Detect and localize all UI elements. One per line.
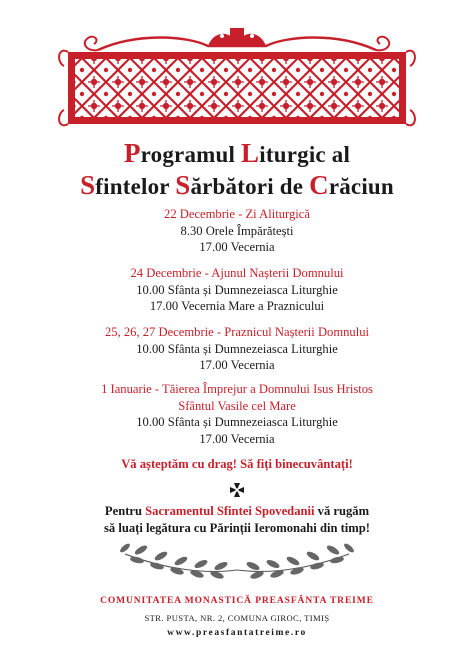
- title-text: rogramul: [140, 142, 242, 167]
- schedule-day: [0, 381, 474, 447]
- ornamental-banner-icon: [58, 22, 416, 132]
- organization-name: COMUNITATEA MONASTICĂ PREASFÂNTA TREIME: [100, 596, 374, 606]
- confession-line-1: [0, 503, 474, 520]
- title-text: răciun: [328, 174, 394, 199]
- title-initial: L: [241, 138, 260, 168]
- laurel-wreath-icon: [117, 540, 357, 580]
- day-subheading: Sfântul Vasile cel Mare: [178, 398, 296, 413]
- title-initial: P: [123, 138, 141, 168]
- service-item: 10.00 Sfânta și Dumnezeiasca Liturghie: [136, 341, 338, 356]
- service-item: 17.00 Vecernia: [199, 240, 275, 254]
- day-heading: 24 Decembrie - Ajunul Nașterii Domnului: [130, 266, 344, 280]
- service-item: 17.00 Vecernia Mare a Praznicului: [149, 299, 325, 313]
- poster-title: [0, 138, 474, 202]
- day-heading: 22 Decembrie - Zi Aliturgică: [164, 207, 310, 221]
- title-initial: S: [175, 170, 191, 200]
- schedule-day: [0, 206, 474, 256]
- organization-address: STR. PUSTA, NR. 2, COMUNA GIROC, TIMIȘ: [144, 613, 330, 623]
- greeting-text: Vă așteptăm cu drag! Să fiți binecuvântați!: [121, 457, 353, 471]
- title-text: iturgic al: [259, 142, 351, 167]
- day-heading: 25, 26, 27 Decembrie - Praznicul Nașterii Domnului: [104, 325, 370, 339]
- confession-highlight: Sacramentul Sfintei Spovedanii: [145, 504, 315, 518]
- schedule-day: [0, 324, 474, 374]
- service-item: 10.00 Sfânta și Dumnezeiasca Liturghie: [136, 415, 338, 429]
- schedule-day: [0, 265, 474, 315]
- service-item: 10.00 Sfânta și Dumnezeiasca Liturghie: [136, 282, 338, 297]
- day-heading: 1 Ianuarie - Tăierea Împrejur a Domnului Isus Hristos: [101, 382, 373, 396]
- service-item: 8.30 Orele Împărătești: [180, 223, 294, 238]
- title-initial: S: [80, 170, 96, 200]
- service-item: 17.00 Vecernia: [199, 431, 275, 446]
- confession-note: [0, 503, 474, 536]
- service-item: 17.00 Vecernia: [199, 358, 275, 372]
- title-text: fintelor: [95, 174, 176, 199]
- confession-line-2: să luați legătura cu Părinții Ieromonahi din timp!: [104, 520, 370, 535]
- title-initial: C: [309, 170, 329, 200]
- title-line-2: [0, 170, 474, 202]
- title-text: ărbători de: [190, 174, 310, 199]
- title-line-1: [0, 138, 474, 170]
- website-link[interactable]: www.preasfantatreime.ro: [167, 628, 307, 638]
- confession-prefix: Pentru: [104, 504, 146, 518]
- confession-suffix: vă rugăm: [314, 504, 370, 518]
- maltese-cross-icon: [230, 483, 244, 497]
